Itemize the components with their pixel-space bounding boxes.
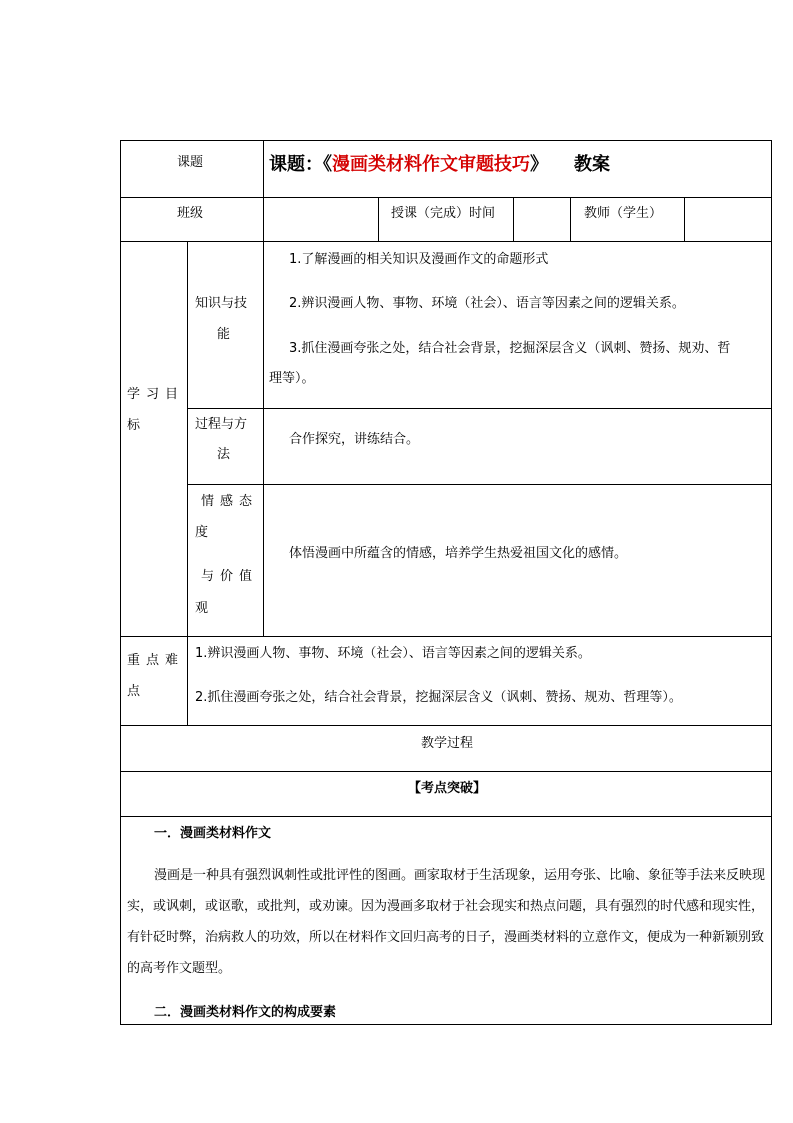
row-divider: [121, 241, 772, 242]
page-title: [269, 153, 610, 177]
row-divider: [187, 408, 772, 409]
section-label: 【考点突破】: [407, 781, 486, 796]
row-divider: [121, 636, 772, 637]
objectives-label-line2: 标: [127, 418, 141, 433]
col-divider: [570, 197, 571, 241]
key-point-item: 2.抓住漫画夸张之处，结合社会背景，挖掘深层含义（讽刺、赞扬、规劝、哲理等）。: [195, 690, 682, 705]
key-point-item: 1.辨识漫画人物、事物、环境（社会）、语言等因素之间的逻辑关系。: [195, 646, 591, 661]
knowledge-label-line1: 知识与技: [195, 296, 248, 311]
emotion-label-line1: 情感态: [201, 494, 259, 509]
col-divider: [378, 197, 379, 241]
knowledge-item: 1.了解漫画的相关知识及漫画作文的命题形式: [289, 252, 549, 267]
row-divider: [121, 816, 772, 817]
lesson-plan-table: [120, 140, 772, 1025]
topic-label: 课题: [177, 155, 204, 170]
process-text: 合作探究，讲练结合。: [289, 432, 420, 447]
knowledge-item: 2.辨识漫画人物、事物、环境（社会）、语言等因素之间的逻辑关系。: [289, 296, 685, 311]
section-heading: 一．漫画类材料作文: [154, 826, 272, 841]
key-points-label-line2: 点: [127, 684, 141, 699]
emotion-label-line3: 与价值: [201, 569, 259, 584]
col-divider: [263, 241, 264, 636]
knowledge-item: 理等）。: [269, 371, 315, 386]
title-suffix: 》: [530, 154, 548, 175]
col-divider: [263, 141, 264, 241]
section-heading: 二．漫画类材料作文的构成要素: [154, 1005, 337, 1020]
col-divider: [187, 241, 188, 725]
teacher-label: 教师（学生）: [584, 206, 663, 221]
title-tail: 教案: [574, 154, 610, 175]
row-divider: [121, 197, 772, 198]
title-prefix: 课题：《: [269, 154, 332, 175]
emotion-label-line2: 度: [195, 525, 209, 540]
emotion-text: 体悟漫画中所蕴含的情感，培养学生热爱祖国文化的感情。: [289, 546, 628, 561]
process-label-line1: 过程与方: [195, 417, 248, 432]
row-divider: [187, 484, 772, 485]
process-label-line2: 法: [217, 447, 231, 462]
row-divider: [121, 725, 772, 726]
row-divider: [121, 771, 772, 772]
body-paragraph: 漫画是一种具有强烈讽刺性或批评性的图画。画家取材于生活现象，运用夸张、比喻、象征等手法来反映现实，或讽刺，或讴歌，或批判，或劝谏。因为漫画多取材于社会现实和热点问题，具有强烈的时代感和现实性，有针砭时弊，治病救人的功效，所以在材料作文回归高考的日子，漫画类材料的立意作文，便成为一种新颖别致的高考作文题型。: [127, 868, 766, 976]
emotion-label-line4: 观: [195, 601, 209, 616]
objectives-label-line1: 学习目: [127, 387, 185, 402]
knowledge-item: 3.抓住漫画夸张之处，结合社会背景，挖掘深层含义（讽刺、赞扬、规劝、哲: [289, 341, 731, 356]
key-points-label-line1: 重点难: [127, 653, 185, 668]
col-divider: [684, 197, 685, 241]
time-label: 授课（完成）时间: [391, 206, 496, 221]
teaching-process-label: 教学过程: [420, 736, 473, 751]
knowledge-label-line2: 能: [217, 327, 231, 342]
class-label: 班级: [177, 206, 204, 221]
title-main: 漫画类材料作文审题技巧: [332, 154, 530, 175]
col-divider: [513, 197, 514, 241]
